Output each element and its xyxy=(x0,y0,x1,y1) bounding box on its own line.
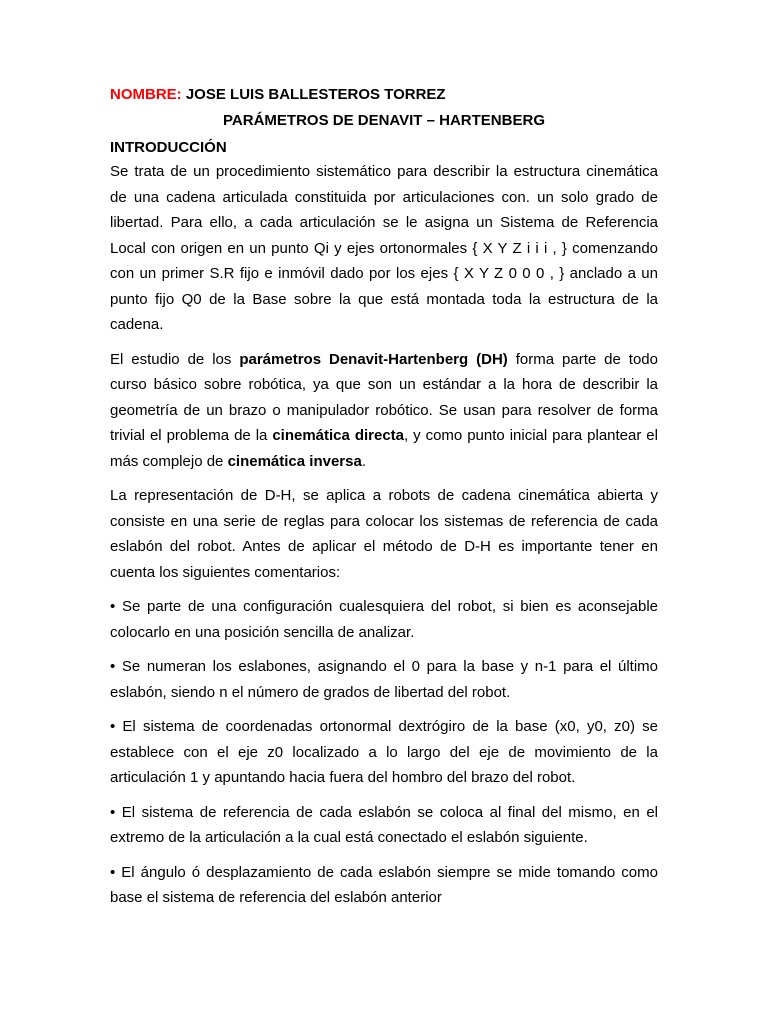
paragraph-3: La representación de D-H, se aplica a robots de cadena cinemática abierta y consiste en una serie de reglas para colocar los sistemas de referencia de cada eslabón del robot. Antes de aplicar el método de D-H es importante tener en cuenta los siguientes comentarios: xyxy=(110,487,658,581)
paragraph-2-text-e: , y como punto inicial para plantear el más complejo de xyxy=(110,427,658,470)
bullet-item: • El ángulo ó desplazamiento de cada eslabón siempre se mide tomando como base el sistema de referencia del eslabón anterior xyxy=(110,863,658,906)
name-label: NOMBRE: xyxy=(110,86,182,103)
author-line xyxy=(110,84,658,106)
bullet-item: • Se numeran los eslabones, asignando el 0 para la base y n-1 para el último eslabón, siendo n el número de grados de libertad del robot. xyxy=(110,658,658,701)
bullet-item: • El sistema de referencia de cada eslabón se coloca al final del mismo, en el extremo de la articulación a la cual está conectado el eslabón siguiente. xyxy=(110,803,658,846)
paragraph-2-bold-dh: parámetros Denavit-Hartenberg (DH) xyxy=(239,350,508,368)
paragraph-2-bold-cinematica-inversa: cinemática inversa xyxy=(227,452,362,470)
paragraph-2-bold-cinematica-directa: cinemática directa xyxy=(272,427,405,444)
document-body xyxy=(110,84,658,911)
paragraph-2-text-g: . xyxy=(361,452,366,470)
section-heading-introduccion: INTRODUCCIÓN xyxy=(110,139,227,156)
document-title: PARÁMETROS DE DENAVIT – HARTENBERG xyxy=(223,112,545,129)
paragraph-1: Se trata de un procedimiento sistemático para describir la estructura cinemática de una cadena articulada constituida por articulaciones con. un solo grado de libertad. Para ello, a cada articulación se le asigna un Sistema de Referencia Local con origen en un punto Qi y ejes ortonormales { X Y Z i i i , } comenzando con un primer S.R fijo e inmóvil dado por los ejes { X Y Z 0 0 0 , } anclado a un punto fijo Q0 de la Base sobre la que está montada toda la estructura de la cadena. xyxy=(110,163,658,333)
paragraph-2 xyxy=(110,347,658,475)
bullet-item: • Se parte de una configuración cualesquiera del robot, si bien es aconsejable colocarlo en una posición sencilla de analizar. xyxy=(110,598,658,641)
bullet-item: • El sistema de coordenadas ortonormal dextrógiro de la base (x0, y0, z0) se establece con el eje z0 localizado a lo largo del eje de movimiento de la articulación 1 y apuntando hacia fuera del hombro del brazo del robot. xyxy=(110,718,658,786)
paragraph-2-text-a: El estudio de los xyxy=(110,350,240,368)
paragraph-2-text-c: forma parte de todo curso básico sobre robótica, ya que son un estándar a la hora de describir la geometría de un brazo o manipulador robótico. Se usan para resolver de forma trivial el problema de la xyxy=(110,350,658,444)
author-name: JOSE LUIS BALLESTEROS TORREZ xyxy=(181,86,446,103)
